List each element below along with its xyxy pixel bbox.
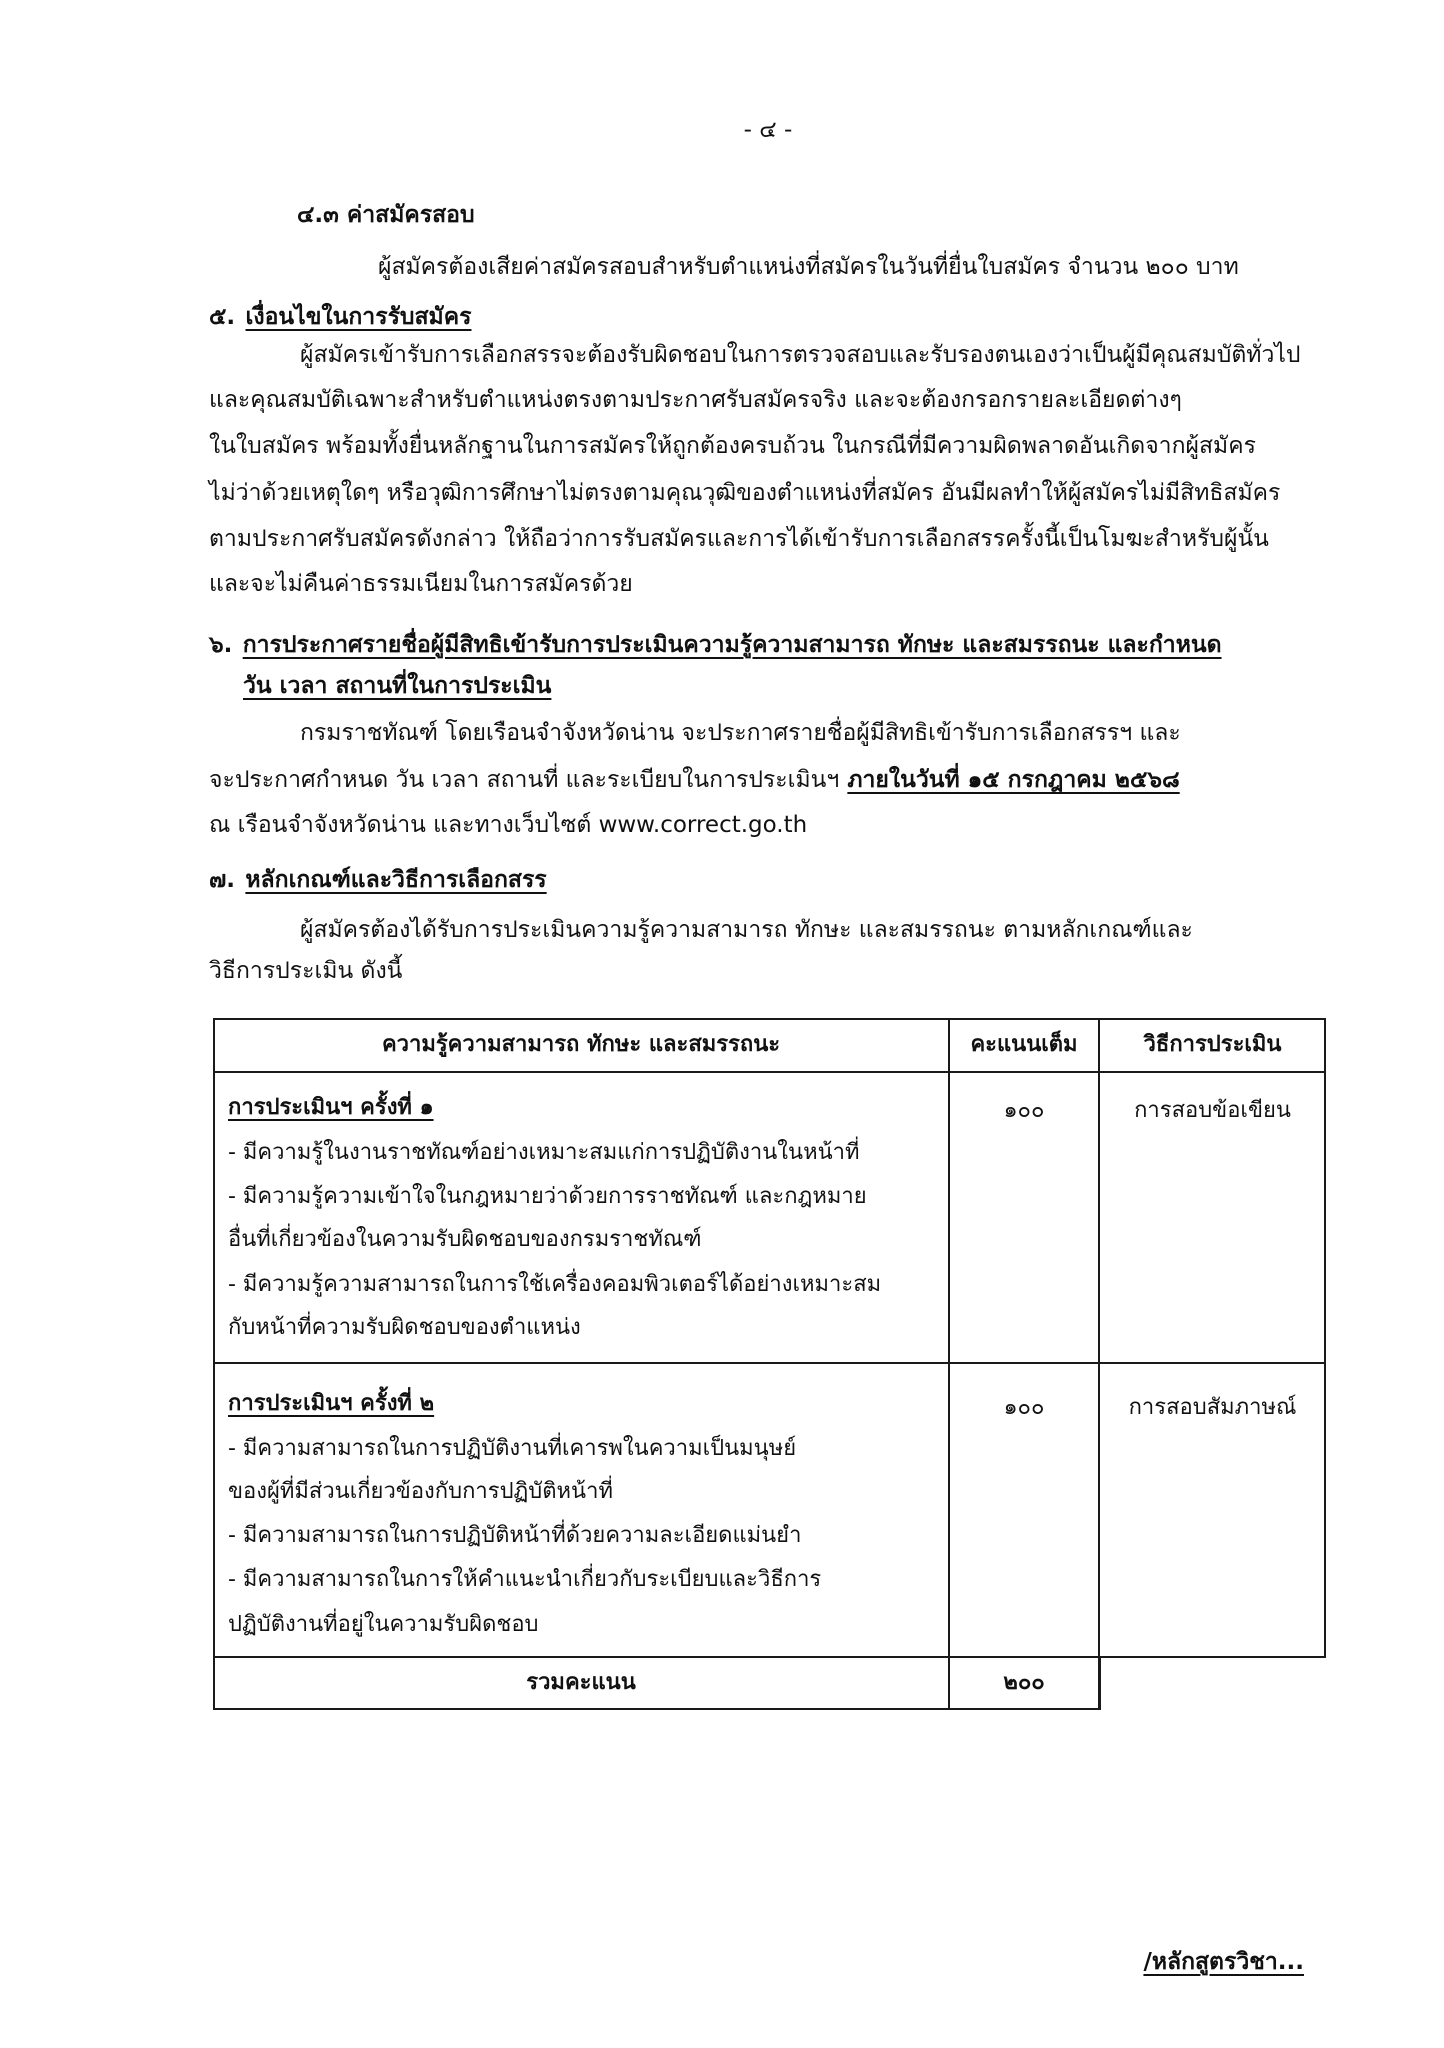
section-6-title-line: การประกาศรายชื่อผู้มีสิทธิเข้ารับการประเมินความรู้ความสามารถ ทักษะ และสมรรถนะ และกำหนด [242, 632, 1222, 658]
row-2-item: - มีความสามารถในการให้คำแนะนำเกี่ยวกับระเบียบและวิธีการ [228, 1567, 822, 1592]
row-1-item: กับหน้าที่ความรับผิดชอบของตำแหน่ง [228, 1315, 581, 1340]
section-6-title-line: วัน เวลา สถานที่ในการประเมิน [243, 673, 552, 699]
row-2-item: ของผู้ที่มีส่วนเกี่ยวข้องกับการปฏิบัติหน้าที่ [228, 1479, 613, 1504]
row-2-item: - มีความสามารถในการปฏิบัติหน้าที่ด้วยความละเอียดแม่นยำ [228, 1523, 802, 1548]
header-divider [213, 1071, 1326, 1073]
table-header-method: วิธีการประเมิน [1143, 1032, 1282, 1057]
section-7-number: ๗. [209, 867, 236, 893]
section-7-paragraph-line: วิธีการประเมิน ดังนี้ [209, 958, 403, 984]
row-1-score: ๑๐๐ [1003, 1098, 1045, 1123]
row-2-score: ๑๐๐ [1003, 1395, 1045, 1420]
section-5-heading [209, 297, 471, 337]
section-6-paragraph-line: กรมราชทัณฑ์ โดยเรือนจำจังหวัดน่าน จะประกาศรายชื่อผู้มีสิทธิเข้ารับการเลือกสรรฯ และ [300, 720, 1181, 746]
section-5-paragraph-line: ตามประกาศรับสมัครดังกล่าว ให้ถือว่าการรับสมัครและการได้เข้ารับการเลือกสรรครั้งนี้เป็นโมฆะสำหรับผู้นั้น [209, 526, 1269, 552]
row-1-item: - มีความรู้ความเข้าใจในกฎหมายว่าด้วยการราชทัณฑ์ และกฎหมาย [228, 1184, 867, 1209]
row-1-item: อื่นที่เกี่ยวข้องในความรับผิดชอบของกรมราชทัณฑ์ [228, 1227, 702, 1252]
section-6-line-text: จะประกาศกำหนด วัน เวลา สถานที่ และระเบียบในการประเมินฯ [209, 767, 840, 793]
section-4-3-heading: ๔.๓ ค่าสมัครสอบ [297, 202, 475, 228]
section-5-title: เงื่อนไขในการรับสมัคร [245, 304, 472, 330]
section-6-heading [209, 625, 1222, 665]
total-label: รวมคะแนน [526, 1670, 636, 1695]
total-score: ๒๐๐ [1003, 1670, 1045, 1695]
section-5-paragraph-line: ในใบสมัคร พร้อมทั้งยื่นหลักฐานในการสมัครให้ถูกต้องครบถ้วน ในกรณีที่มีความผิดพลาดอันเกิดจากผู้สมัคร [209, 433, 1256, 459]
section-6-number: ๖. [209, 632, 233, 658]
section-7-title: หลักเกณฑ์และวิธีการเลือกสรร [245, 867, 547, 893]
section-7-heading [209, 860, 547, 900]
table-header-full-score: คะแนนเต็ม [970, 1032, 1078, 1057]
section-6-paragraph-line [209, 760, 1180, 800]
row-1-title: การประเมินฯ ครั้งที่ ๑ [228, 1095, 434, 1120]
section-5-paragraph-line: และจะไม่คืนค่าธรรมเนียมในการสมัครด้วย [209, 571, 633, 597]
row-2-method: การสอบสัมภาษณ์ [1128, 1395, 1297, 1420]
row-1-item: - มีความรู้ในงานราชทัณฑ์อย่างเหมาะสมแก่การปฏิบัติงานในหน้าที่ [228, 1140, 860, 1165]
continuation-text: /หลักสูตรวิชา... [1143, 1949, 1304, 1975]
row-divider [213, 1362, 1326, 1364]
continuation-note [1000, 1942, 1304, 1982]
row-1-item: - มีความรู้ความสามารถในการใช้เครื่องคอมพิวเตอร์ได้อย่างเหมาะสม [228, 1272, 882, 1297]
row-2-title: การประเมินฯ ครั้งที่ ๒ [228, 1391, 435, 1416]
row-2-item: ปฏิบัติงานที่อยู่ในความรับผิดชอบ [228, 1612, 539, 1637]
row-1-method: การสอบข้อเขียน [1134, 1098, 1291, 1123]
row-2-item: - มีความสามารถในการปฏิบัติงานที่เคารพในความเป็นมนุษย์ [228, 1436, 797, 1461]
section-6-paragraph-line: ณ เรือนจำจังหวัดน่าน และทางเว็บไซต์ www.correct.go.th [209, 812, 808, 838]
announcement-date: ภายในวันที่ ๑๕ กรกฎาคม ๒๕๖๘ [847, 767, 1180, 793]
section-5-number: ๕. [209, 304, 236, 330]
section-5-paragraph-line: ผู้สมัครเข้ารับการเลือกสรรจะต้องรับผิดชอบในการตรวจสอบและรับรองตนเองว่าเป็นผู้มีคุณสมบัติทั่วไป [300, 342, 1301, 368]
section-5-paragraph-line: ไม่ว่าด้วยเหตุใดๆ หรือวุฒิการศึกษาไม่ตรงตามคุณวุฒิของตำแหน่งที่สมัคร อันมีผลทำให้ผู้สมัครไม่มีสิทธิสมัคร [209, 480, 1281, 506]
section-7-paragraph-line: ผู้สมัครต้องได้รับการประเมินความรู้ความสามารถ ทักษะ และสมรรถนะ ตามหลักเกณฑ์และ [300, 917, 1193, 943]
table-header-competency: ความรู้ความสามารถ ทักษะ และสมรรถนะ [381, 1032, 781, 1057]
section-4-3-text: ผู้สมัครต้องเสียค่าสมัครสอบสำหรับตำแหน่งที่สมัครในวันที่ยื่นใบสมัคร จำนวน ๒๐๐ บาท [378, 254, 1239, 280]
page-number: - ๔ - [743, 117, 793, 143]
section-5-paragraph-line: และคุณสมบัติเฉพาะสำหรับตำแหน่งตรงตามประกาศรับสมัครจริง และจะต้องกรอกรายละเอียดต่างๆ [209, 387, 1182, 413]
